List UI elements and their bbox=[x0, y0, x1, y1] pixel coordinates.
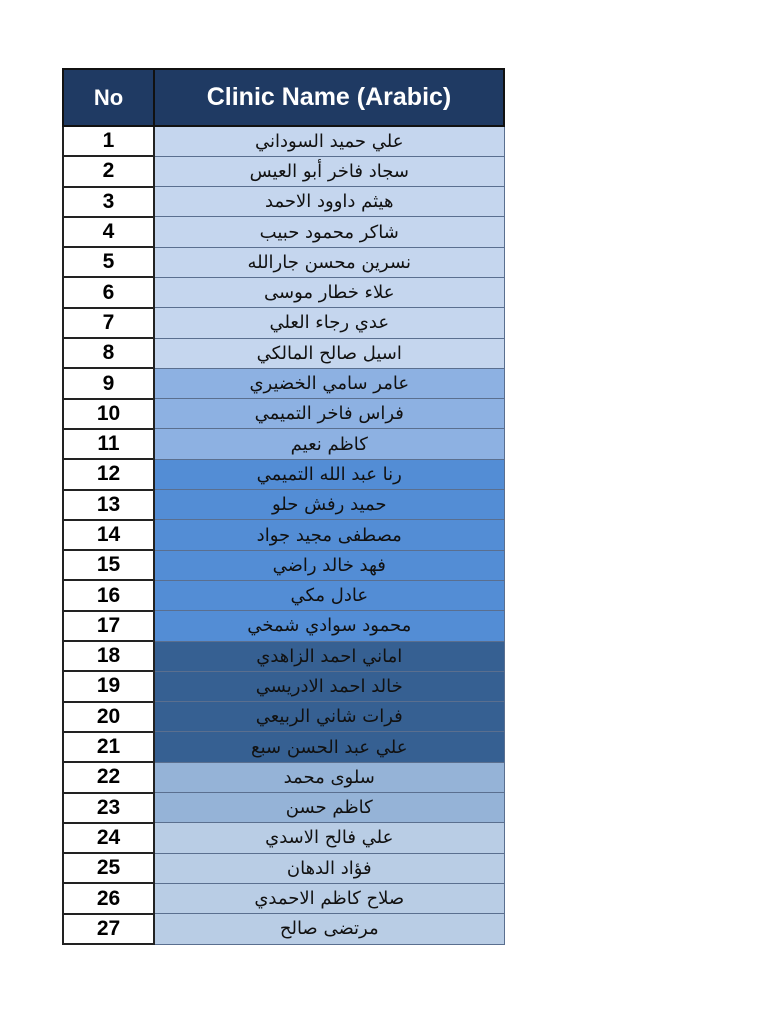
row-number: 3 bbox=[63, 187, 154, 217]
clinic-name-cell: صلاح كاظم الاحمدي bbox=[154, 883, 504, 913]
row-number: 6 bbox=[63, 277, 154, 307]
table-row bbox=[63, 217, 504, 247]
row-number: 18 bbox=[63, 641, 154, 671]
table-row bbox=[63, 277, 504, 307]
row-number: 5 bbox=[63, 247, 154, 277]
table-row bbox=[63, 702, 504, 732]
clinic-name-cell: عدي رجاء العلي bbox=[154, 308, 504, 338]
header-row bbox=[63, 69, 504, 126]
table-row bbox=[63, 187, 504, 217]
table-row bbox=[63, 399, 504, 429]
row-number: 23 bbox=[63, 793, 154, 823]
clinic-name-cell: سلوى محمد bbox=[154, 762, 504, 792]
table-row bbox=[63, 490, 504, 520]
clinic-name-cell: اسيل صالح المالكي bbox=[154, 338, 504, 368]
clinic-name-cell: علي فالح الاسدي bbox=[154, 823, 504, 853]
clinic-name-cell: محمود سوادي شمخي bbox=[154, 611, 504, 641]
table-row bbox=[63, 368, 504, 398]
row-number: 14 bbox=[63, 520, 154, 550]
table-row bbox=[63, 914, 504, 944]
clinic-name-cell: خالد احمد الادريسي bbox=[154, 671, 504, 701]
clinic-name-cell: حميد رفش حلو bbox=[154, 490, 504, 520]
clinic-name-cell: فهد خالد راضي bbox=[154, 550, 504, 580]
row-number: 27 bbox=[63, 914, 154, 944]
clinic-name-cell: فراس فاخر التميمي bbox=[154, 399, 504, 429]
clinic-name-cell: سجاد فاخر أبو العيس bbox=[154, 156, 504, 186]
table-row bbox=[63, 550, 504, 580]
clinic-name-cell: هيثم داوود الاحمد bbox=[154, 187, 504, 217]
table-row bbox=[63, 762, 504, 792]
row-number: 25 bbox=[63, 853, 154, 883]
clinic-name-cell: مرتضى صالح bbox=[154, 914, 504, 944]
table-row bbox=[63, 793, 504, 823]
table-row bbox=[63, 520, 504, 550]
table-row bbox=[63, 247, 504, 277]
row-number: 26 bbox=[63, 883, 154, 913]
row-number: 13 bbox=[63, 490, 154, 520]
row-number: 22 bbox=[63, 762, 154, 792]
table-row bbox=[63, 611, 504, 641]
row-number: 1 bbox=[63, 126, 154, 156]
row-number: 20 bbox=[63, 702, 154, 732]
table-row bbox=[63, 308, 504, 338]
row-number: 12 bbox=[63, 459, 154, 489]
clinic-name-cell: كاظم حسن bbox=[154, 793, 504, 823]
clinic-name-cell: كاظم نعيم bbox=[154, 429, 504, 459]
table-row bbox=[63, 732, 504, 762]
clinic-name-cell: علاء خطار موسى bbox=[154, 277, 504, 307]
clinic-name-cell: فؤاد الدهان bbox=[154, 853, 504, 883]
table-row bbox=[63, 823, 504, 853]
row-number: 17 bbox=[63, 611, 154, 641]
column-header-no: No bbox=[63, 69, 154, 126]
row-number: 11 bbox=[63, 429, 154, 459]
table-row bbox=[63, 580, 504, 610]
table-row bbox=[63, 338, 504, 368]
table-row bbox=[63, 883, 504, 913]
row-number: 7 bbox=[63, 308, 154, 338]
row-number: 19 bbox=[63, 671, 154, 701]
clinic-name-cell: علي حميد السوداني bbox=[154, 126, 504, 156]
column-header-clinic-name: Clinic Name (Arabic) bbox=[154, 69, 504, 126]
clinic-name-cell: رنا عبد الله التميمي bbox=[154, 459, 504, 489]
row-number: 9 bbox=[63, 368, 154, 398]
row-number: 8 bbox=[63, 338, 154, 368]
row-number: 24 bbox=[63, 823, 154, 853]
table-row bbox=[63, 429, 504, 459]
row-number: 15 bbox=[63, 550, 154, 580]
clinic-name-cell: عامر سامي الخضيري bbox=[154, 368, 504, 398]
table-row bbox=[63, 126, 504, 156]
row-number: 4 bbox=[63, 217, 154, 247]
clinic-name-cell: عادل مكي bbox=[154, 580, 504, 610]
table-row bbox=[63, 853, 504, 883]
row-number: 10 bbox=[63, 399, 154, 429]
clinic-name-cell: مصطفى مجيد جواد bbox=[154, 520, 504, 550]
row-number: 2 bbox=[63, 156, 154, 186]
table-row bbox=[63, 459, 504, 489]
clinic-name-cell: علي عبد الحسن سبع bbox=[154, 732, 504, 762]
table-row bbox=[63, 641, 504, 671]
table-body bbox=[63, 126, 504, 944]
clinic-name-cell: نسرين محسن جارالله bbox=[154, 247, 504, 277]
clinic-name-cell: اماني احمد الزاهدي bbox=[154, 641, 504, 671]
clinic-name-cell: فرات شاني الربيعي bbox=[154, 702, 504, 732]
clinic-table bbox=[62, 68, 505, 945]
row-number: 21 bbox=[63, 732, 154, 762]
row-number: 16 bbox=[63, 580, 154, 610]
table-header bbox=[63, 69, 504, 126]
clinic-name-cell: شاكر محمود حبيب bbox=[154, 217, 504, 247]
table-row bbox=[63, 156, 504, 186]
table-row bbox=[63, 671, 504, 701]
